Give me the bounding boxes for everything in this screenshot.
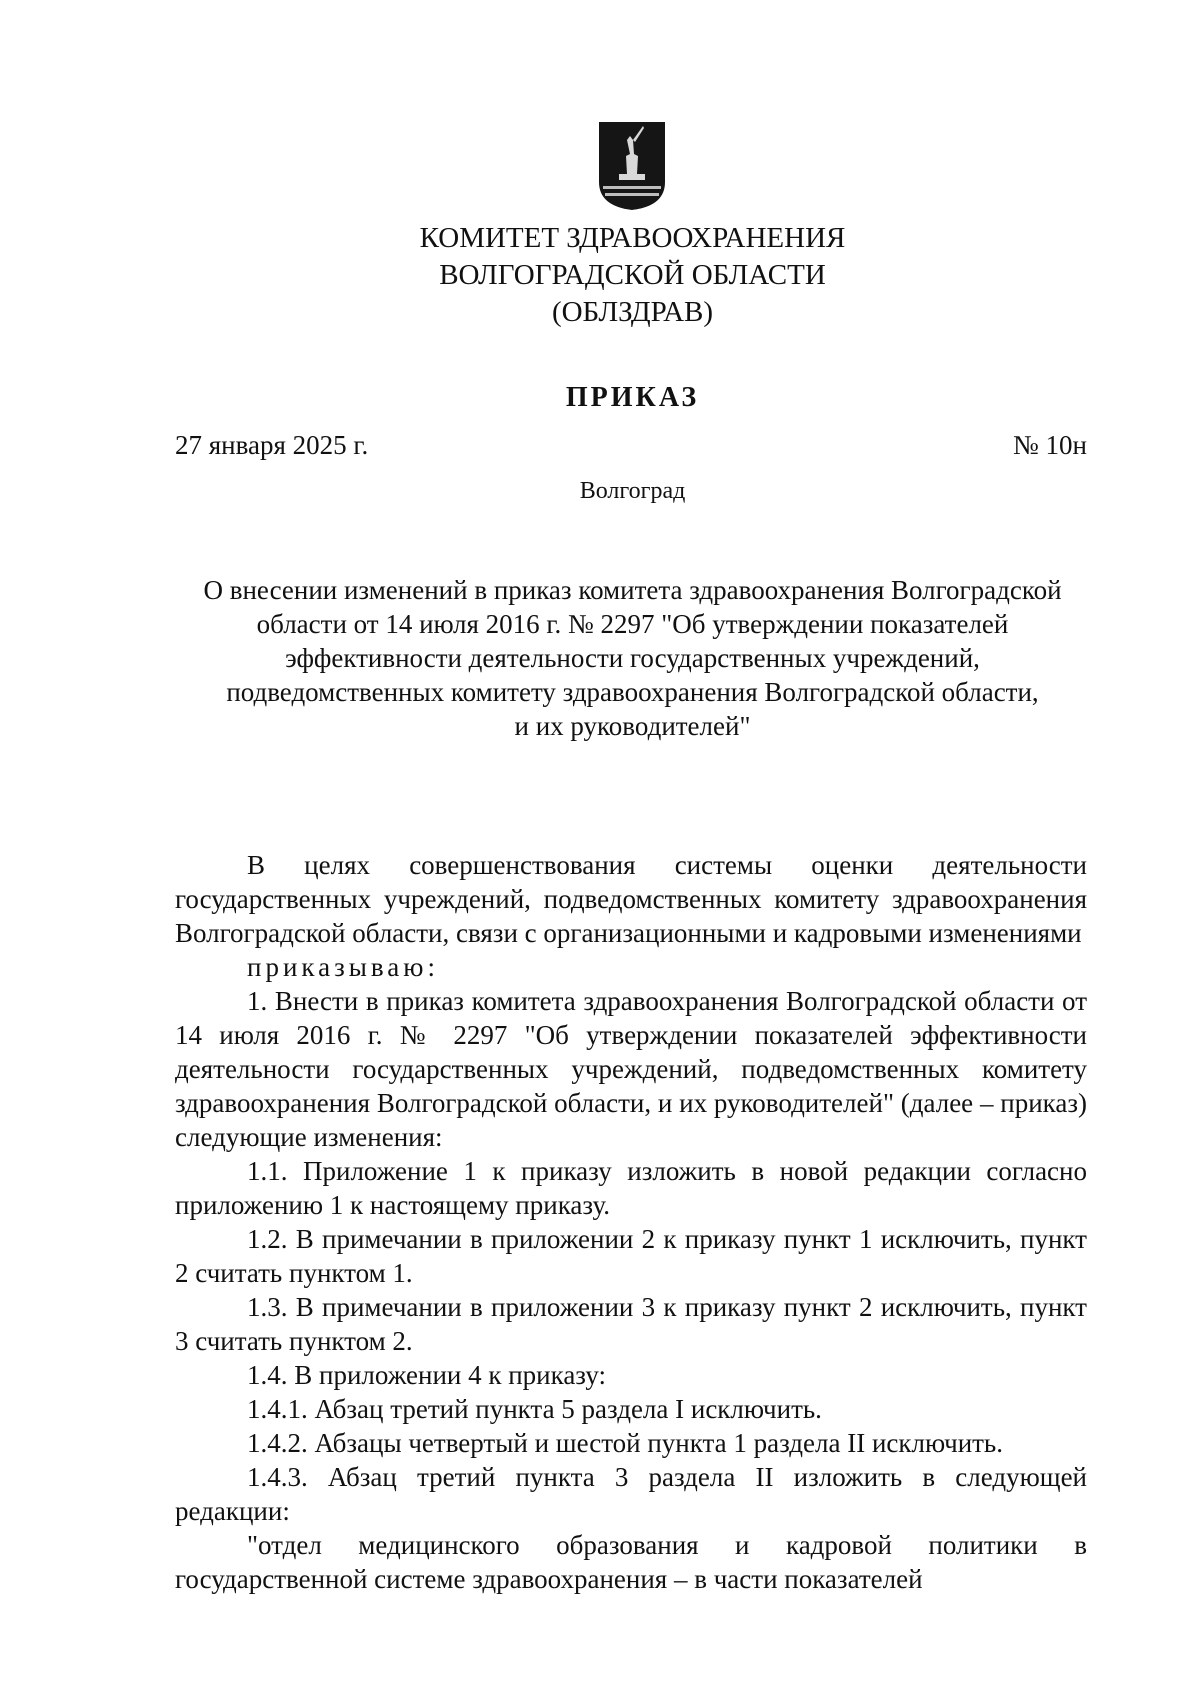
paragraph: 1.4.2. Абзацы четвертый и шестой пункта 1 раздела II исключить. bbox=[247, 1428, 1003, 1458]
paragraph: 1.3. В примечании в приложении 3 к приказу пункт 2 исключить, пункт 3 считать пунктом 2. bbox=[175, 1292, 1087, 1356]
paragraph: В целях совершенствования системы оценки деятельности государственных учреждений, подведомственных комитету здравоохранения Волгоградской области, связи с организационными и кадровыми изменениями bbox=[175, 850, 1087, 948]
paragraph: 1.1. Приложение 1 к приказу изложить в новой редакции согласно приложению 1 к настоящему приказу. bbox=[175, 1156, 1087, 1220]
paragraph: 1.4.1. Абзац третий пункта 5 раздела I исключить. bbox=[247, 1394, 822, 1424]
organization-name bbox=[0, 220, 1200, 331]
org-line: ВОЛГОГРАДСКОЙ ОБЛАСТИ bbox=[439, 259, 826, 291]
document-title: ПРИКАЗ bbox=[565, 382, 700, 413]
org-line: (ОБЛЗДРАВ) bbox=[551, 296, 714, 328]
order-subject bbox=[150, 573, 1115, 743]
subject-line: области от 14 июля 2016 г. № 2297 "Об утверждении показателей bbox=[256, 609, 1009, 639]
org-line: КОМИТЕТ ЗДРАВООХРАНЕНИЯ bbox=[419, 222, 846, 254]
order-date: 27 января 2025 г. bbox=[175, 430, 369, 460]
subject-line: подведомственных комитету здравоохранения Волгоградской области, bbox=[226, 677, 1039, 707]
paragraph: 1. Внести в приказ комитета здравоохранения Волгоградской области от 14 июля 2016 г. № 2297 "Об утверждении показателей эффективности деятельности государственных учреждений, подведомственных комитету здравоохранения Волгоградской области, и их руководителей" (далее – приказ) следующие изменения: bbox=[175, 986, 1087, 1152]
paragraph: "отдел медицинского образования и кадровой политики в государственной системе здравоохранения – в части показателей bbox=[175, 1530, 1087, 1594]
paragraph: 1.4.3. Абзац третий пункта 3 раздела II изложить в следующей редакции: bbox=[175, 1462, 1087, 1526]
subject-line: эффективности деятельности государственных учреждений, bbox=[285, 643, 980, 673]
paragraph: 1.2. В примечании в приложении 2 к приказу пункт 1 исключить, пункт 2 считать пунктом 1. bbox=[175, 1224, 1087, 1288]
volgograd-coat-of-arms-icon bbox=[597, 120, 667, 212]
order-body bbox=[175, 848, 1087, 1596]
order-number: № 10н bbox=[1013, 430, 1087, 460]
subject-line: и их руководителей" bbox=[514, 711, 751, 741]
order-city: Волгоград bbox=[579, 478, 686, 504]
paragraph: 1.4. В приложении 4 к приказу: bbox=[247, 1360, 607, 1390]
subject-line: О внесении изменений в приказ комитета здравоохранения Волгоградской bbox=[203, 575, 1062, 605]
order-directive: приказываю: bbox=[247, 952, 439, 982]
